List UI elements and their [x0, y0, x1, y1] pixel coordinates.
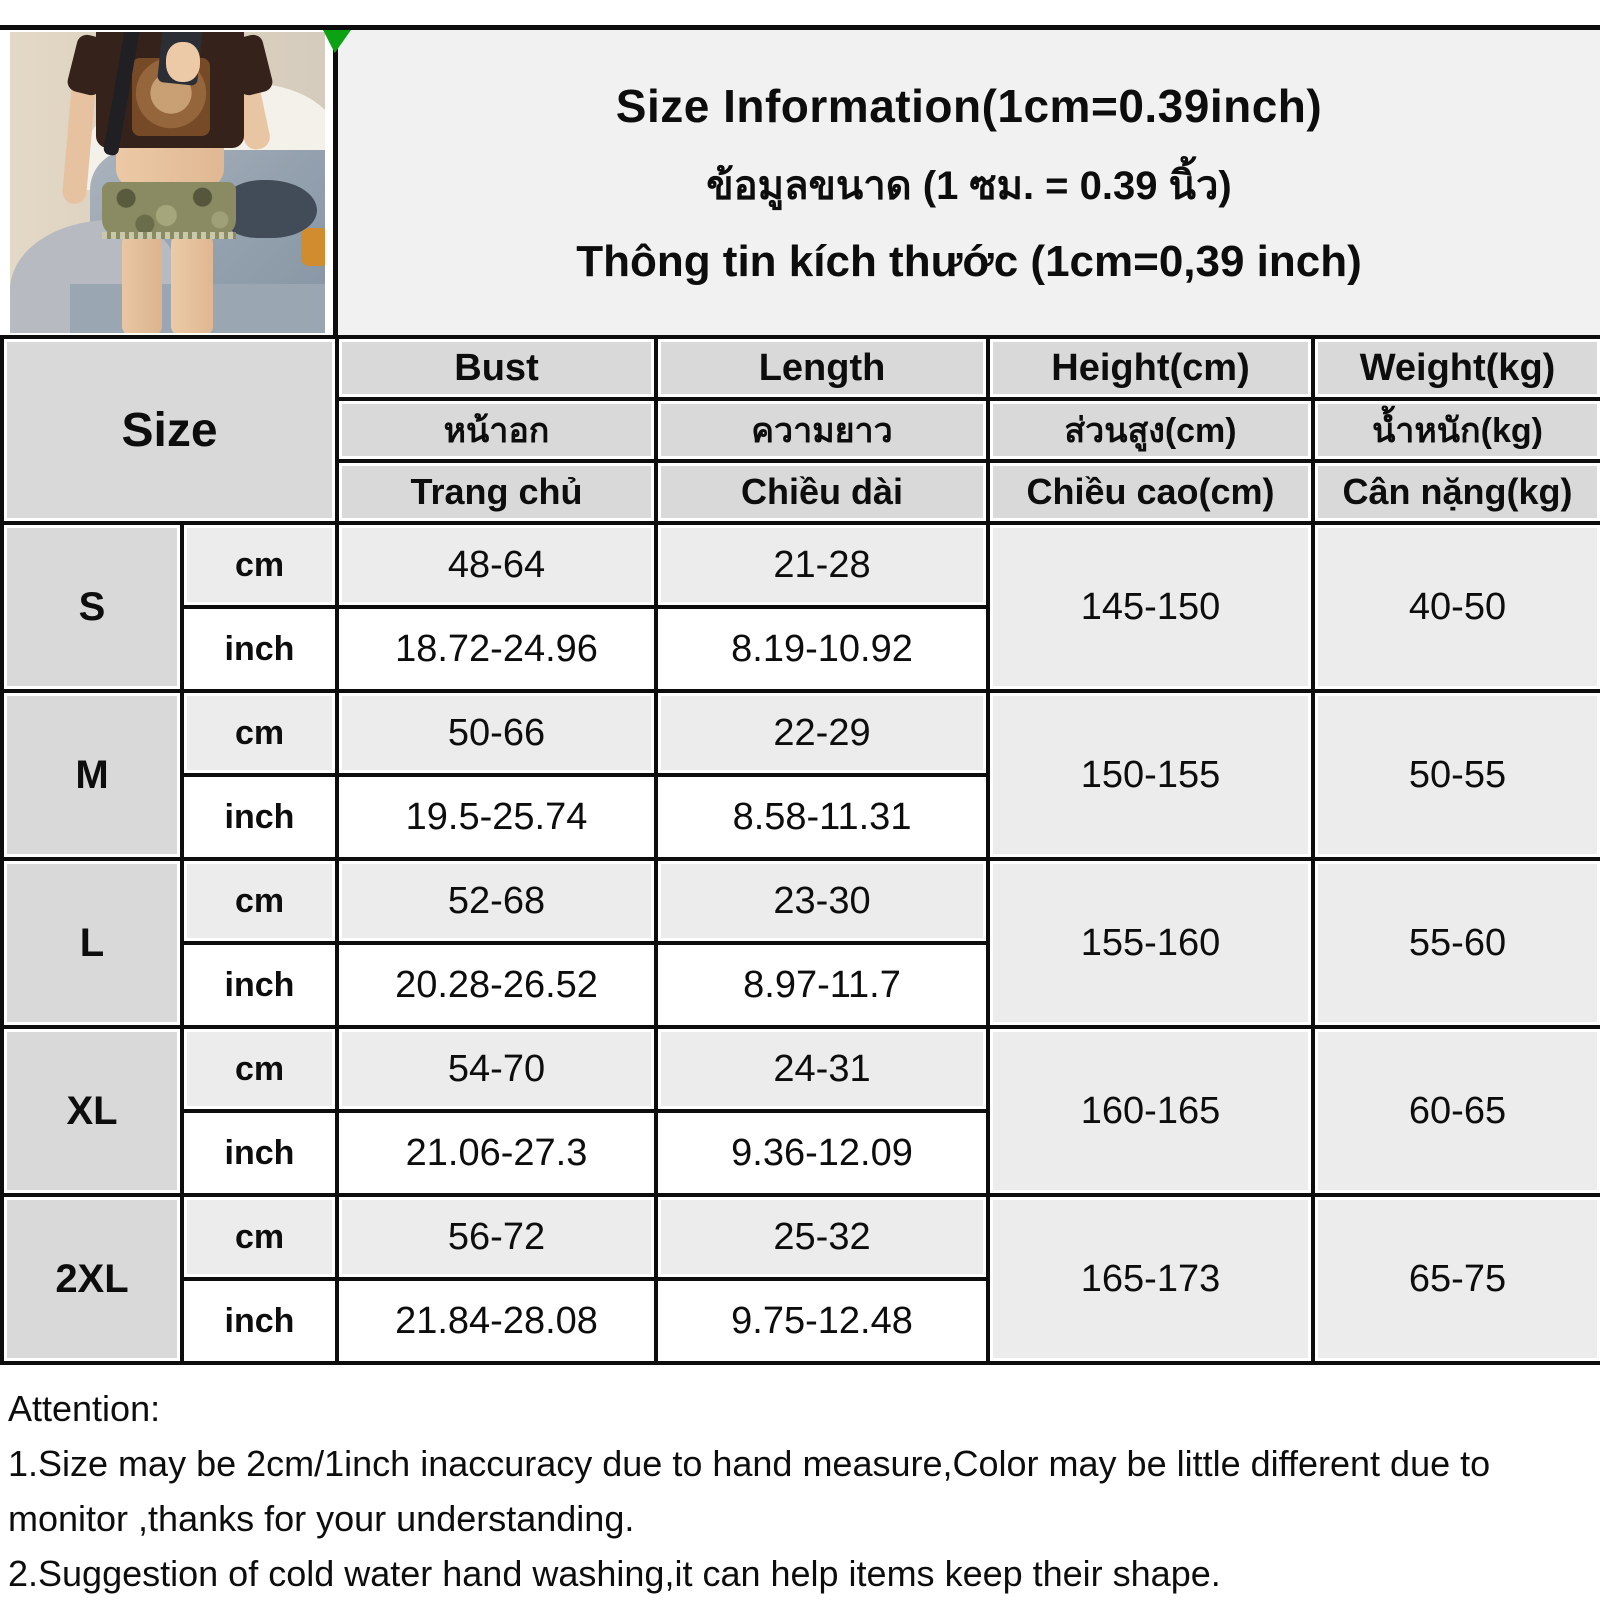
header-bust-en: Bust — [337, 337, 656, 399]
unit-inch: inch — [182, 1111, 337, 1195]
unit-inch: inch — [182, 1279, 337, 1363]
xl-length-inch: 9.36-12.09 — [656, 1111, 988, 1195]
2xl-length-inch: 9.75-12.48 — [656, 1279, 988, 1363]
size-label-l: L — [2, 859, 182, 1027]
size-label-xl: XL — [2, 1027, 182, 1195]
orange-item-on-bed — [301, 228, 325, 266]
header-bust-th: หน้าอก — [337, 399, 656, 461]
header-row-english — [2, 337, 1600, 399]
header-bust-vi: Trang chủ — [337, 461, 656, 523]
row-m-cm — [2, 691, 1600, 775]
header-height-th: ส่วนสูง(cm) — [988, 399, 1313, 461]
unit-inch: inch — [182, 943, 337, 1027]
m-length-inch: 8.58-11.31 — [656, 775, 988, 859]
header-length-th: ความยาว — [656, 399, 988, 461]
header-height-vi: Chiều cao(cm) — [988, 461, 1313, 523]
xl-height: 160-165 — [988, 1027, 1313, 1195]
m-length-cm: 22-29 — [656, 691, 988, 775]
xl-length-cm: 24-31 — [656, 1027, 988, 1111]
m-bust-inch: 19.5-25.74 — [337, 775, 656, 859]
size-label-m: M — [2, 691, 182, 859]
size-chart-table — [0, 335, 1600, 1365]
m-bust-cm: 50-66 — [337, 691, 656, 775]
2xl-length-cm: 25-32 — [656, 1195, 988, 1279]
model-left-leg — [122, 228, 162, 333]
2xl-bust-cm: 56-72 — [337, 1195, 656, 1279]
size-label-s: S — [2, 523, 182, 691]
title-thai: ข้อมูลขนาด (1 ซม. = 0.39 นิ้ว) — [706, 163, 1232, 208]
l-length-inch: 8.97-11.7 — [656, 943, 988, 1027]
camo-denim-shorts — [102, 182, 236, 236]
header-length-en: Length — [656, 337, 988, 399]
unit-inch: inch — [182, 775, 337, 859]
model-hand — [166, 42, 200, 82]
title-vietnamese: Thông tin kích thước (1cm=0,39 inch) — [576, 236, 1362, 286]
row-xl-cm — [2, 1027, 1600, 1111]
model-midriff — [116, 142, 224, 187]
header-length-vi: Chiều dài — [656, 461, 988, 523]
header-weight-en: Weight(kg) — [1313, 337, 1600, 399]
l-weight: 55-60 — [1313, 859, 1600, 1027]
2xl-bust-inch: 21.84-28.08 — [337, 1279, 656, 1363]
l-bust-cm: 52-68 — [337, 859, 656, 943]
s-weight: 40-50 — [1313, 523, 1600, 691]
unit-cm: cm — [182, 1195, 337, 1279]
size-label-2xl: 2XL — [2, 1195, 182, 1363]
row-s-cm — [2, 523, 1600, 607]
product-photo — [10, 32, 325, 333]
m-weight: 50-55 — [1313, 691, 1600, 859]
header-weight-th: น้ำหนัก(kg) — [1313, 399, 1600, 461]
s-bust-inch: 18.72-24.96 — [337, 607, 656, 691]
header-weight-vi: Cân nặng(kg) — [1313, 461, 1600, 523]
2xl-height: 165-173 — [988, 1195, 1313, 1363]
l-bust-inch: 20.28-26.52 — [337, 943, 656, 1027]
unit-cm: cm — [182, 1027, 337, 1111]
row-l-cm — [2, 859, 1600, 943]
xl-weight: 60-65 — [1313, 1027, 1600, 1195]
unit-cm: cm — [182, 523, 337, 607]
s-length-inch: 8.19-10.92 — [656, 607, 988, 691]
l-height: 155-160 — [988, 859, 1313, 1027]
unit-inch: inch — [182, 607, 337, 691]
s-height: 145-150 — [988, 523, 1313, 691]
size-info-title-box — [333, 30, 1600, 335]
model-right-leg — [171, 228, 213, 333]
top-section — [0, 0, 1600, 335]
title-english: Size Information(1cm=0.39inch) — [615, 79, 1323, 132]
2xl-weight: 65-75 — [1313, 1195, 1600, 1363]
row-2xl-cm — [2, 1195, 1600, 1279]
header-size: Size — [2, 337, 337, 523]
xl-bust-cm: 54-70 — [337, 1027, 656, 1111]
attention-heading: Attention: — [8, 1388, 161, 1429]
xl-bust-inch: 21.06-27.3 — [337, 1111, 656, 1195]
unit-cm: cm — [182, 691, 337, 775]
shorts-fringe — [102, 232, 236, 239]
s-length-cm: 21-28 — [656, 523, 988, 607]
l-length-cm: 23-30 — [656, 859, 988, 943]
unit-cm: cm — [182, 859, 337, 943]
s-bust-cm: 48-64 — [337, 523, 656, 607]
attention-section — [0, 1365, 1600, 1601]
attention-note-1: 1.Size may be 2cm/1inch inaccuracy due to hand measure,Color may be little different due to monitor ,thanks for your understanding. — [8, 1443, 1491, 1539]
m-height: 150-155 — [988, 691, 1313, 859]
header-height-en: Height(cm) — [988, 337, 1313, 399]
attention-note-2: 2.Suggestion of cold water hand washing,it can help items keep their shape. — [8, 1553, 1221, 1594]
